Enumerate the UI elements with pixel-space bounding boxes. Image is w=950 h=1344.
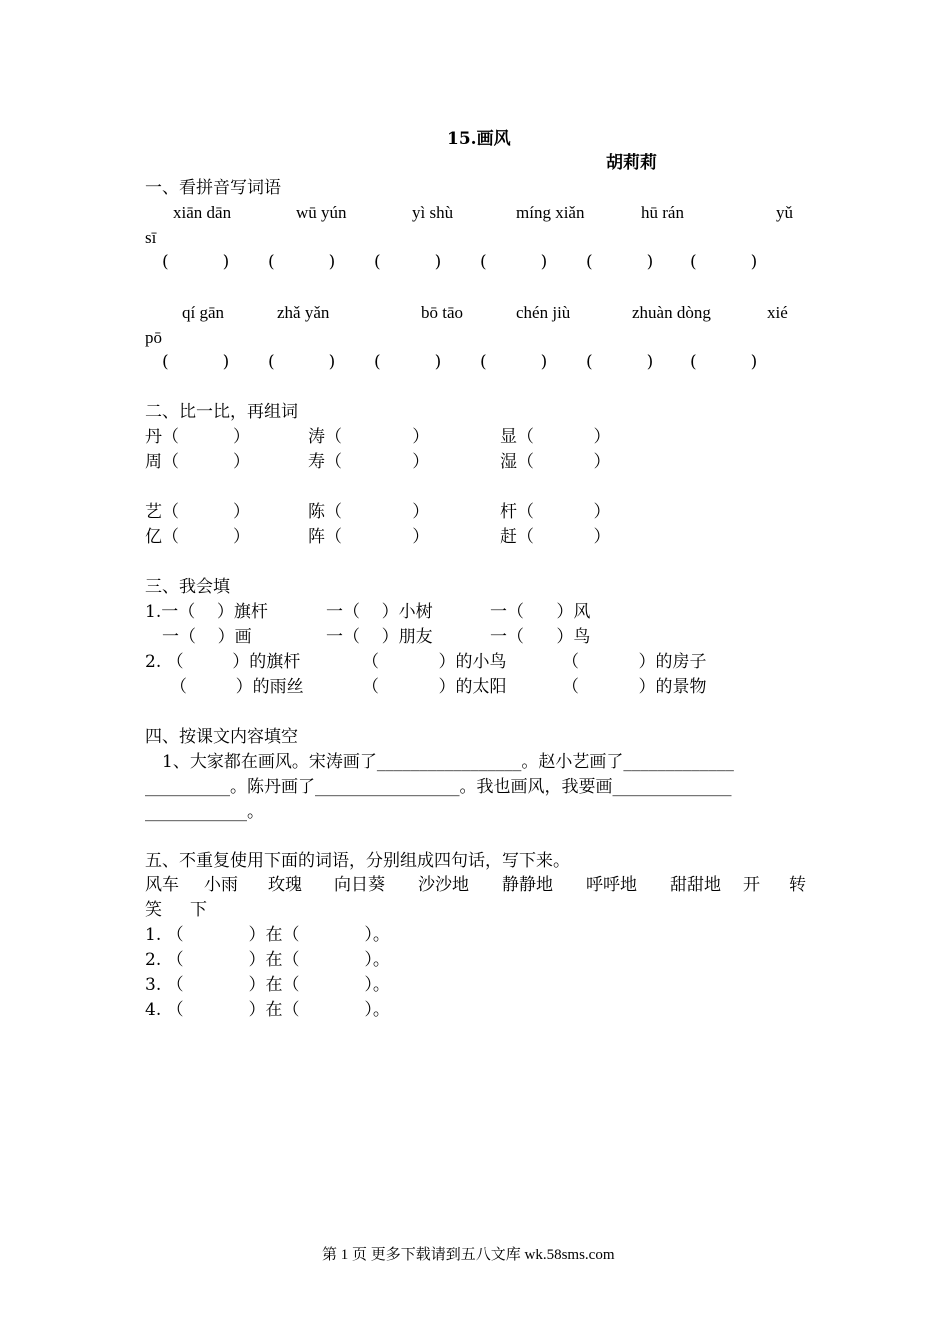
word-item: 呼呼地	[586, 875, 637, 895]
word-item: 小雨	[204, 875, 238, 895]
section1-heading: 一、看拼音写词语	[145, 178, 281, 198]
answer-blank: ( )	[690, 252, 758, 272]
fill-item: 一（ ）鸟	[490, 627, 591, 647]
answer-blank: ( )	[162, 252, 230, 272]
word-item: 玫瑰	[268, 875, 302, 895]
word-item: 下	[190, 900, 207, 920]
word-item: 向日葵	[334, 875, 385, 895]
pinyin-item: pō	[145, 328, 162, 347]
fill-item: 一（ ）风	[490, 602, 591, 622]
pinyin-item: xié	[767, 303, 788, 322]
paragraph-line: __________。陈丹画了_________________。我也画风，我要画______________	[145, 777, 732, 797]
pinyin-item: wū yún	[296, 203, 347, 222]
answer-blank: ( )	[268, 252, 336, 272]
compare-item: 丹（ ）	[145, 427, 251, 447]
compare-item: 艺（ ）	[145, 502, 251, 522]
sentence-line: 2. （ ）在（ ）。	[145, 950, 390, 970]
word-item: 沙沙地	[418, 875, 469, 895]
fill-item: 一（ ）画	[162, 627, 252, 647]
word-item: 笑	[145, 900, 162, 920]
word-item: 甜甜地	[670, 875, 721, 895]
pinyin-item: xiān dān	[173, 203, 232, 222]
sentence-line: 1. （ ）在（ ）。	[145, 925, 390, 945]
fill-item: 2. （ ）的旗杆	[145, 652, 301, 672]
pinyin-item: zhuàn dòng	[632, 303, 711, 322]
section5-heading: 五、不重复使用下面的词语，分别组成四句话，写下来。	[145, 851, 570, 871]
answer-blank: ( )	[586, 252, 654, 272]
pinyin-item: qí gān	[182, 303, 225, 322]
pinyin-item: bō tāo	[421, 303, 464, 322]
page-footer: 第 1 页 更多下载请到五八文库 wk.58sms.com	[322, 1247, 615, 1263]
pinyin-item: chén jiù	[516, 303, 571, 322]
pinyin-item: yǔ	[776, 203, 793, 222]
word-item: 风车	[145, 875, 179, 895]
compare-item: 涛（ ）	[308, 427, 430, 447]
answer-blank: ( )	[268, 352, 336, 372]
answer-blank: ( )	[374, 252, 442, 272]
author-name: 胡莉莉	[606, 153, 657, 173]
compare-item: 赶（ ）	[500, 527, 611, 547]
fill-item: （ ）的景物	[562, 677, 707, 697]
answer-blank: ( )	[480, 252, 548, 272]
pinyin-item: míng xiǎn	[516, 203, 585, 222]
fill-item: 1.一（ ）旗杆	[145, 602, 268, 622]
answer-blank: ( )	[374, 352, 442, 372]
fill-item: 一（ ）小树	[326, 602, 433, 622]
answer-blank: ( )	[690, 352, 758, 372]
compare-item: 寿（ ）	[308, 452, 430, 472]
compare-item: 显（ ）	[500, 427, 611, 447]
pinyin-item: hū rán	[641, 203, 684, 222]
compare-item: 陈（ ）	[308, 502, 430, 522]
section2-heading: 二、比一比，再组词	[145, 402, 298, 422]
sentence-line: 4. （ ）在（ ）。	[145, 1000, 390, 1020]
compare-item: 湿（ ）	[500, 452, 611, 472]
fill-item: （ ）的太阳	[362, 677, 507, 697]
answer-blank: ( )	[162, 352, 230, 372]
sentence-line: 3. （ ）在（ ）。	[145, 975, 390, 995]
pinyin-item: yì shù	[412, 203, 454, 222]
paragraph-line: 1、大家都在画风。宋涛画了_________________。赵小艺画了_____________	[162, 752, 734, 772]
answer-blank: ( )	[586, 352, 654, 372]
word-item: 静静地	[502, 875, 553, 895]
fill-item: （ ）的房子	[562, 652, 707, 672]
compare-item: 亿（ ）	[145, 527, 251, 547]
compare-item: 阵（ ）	[308, 527, 430, 547]
answer-blank: ( )	[480, 352, 548, 372]
word-item: 开	[743, 875, 760, 895]
compare-item: 周（ ）	[145, 452, 251, 472]
pinyin-item: sī	[145, 228, 157, 247]
compare-item: 杆（ ）	[500, 502, 611, 522]
section3-heading: 三、我会填	[145, 577, 230, 597]
fill-item: 一（ ）朋友	[326, 627, 433, 647]
section4-heading: 四、按课文内容填空	[145, 727, 298, 747]
fill-item: （ ）的雨丝	[170, 677, 304, 697]
fill-item: （ ）的小鸟	[362, 652, 507, 672]
page-title: 15.画风	[447, 129, 511, 149]
word-item: 转	[789, 875, 806, 895]
paragraph-line: ____________。	[145, 802, 264, 822]
pinyin-item: zhǎ yǎn	[277, 303, 330, 322]
